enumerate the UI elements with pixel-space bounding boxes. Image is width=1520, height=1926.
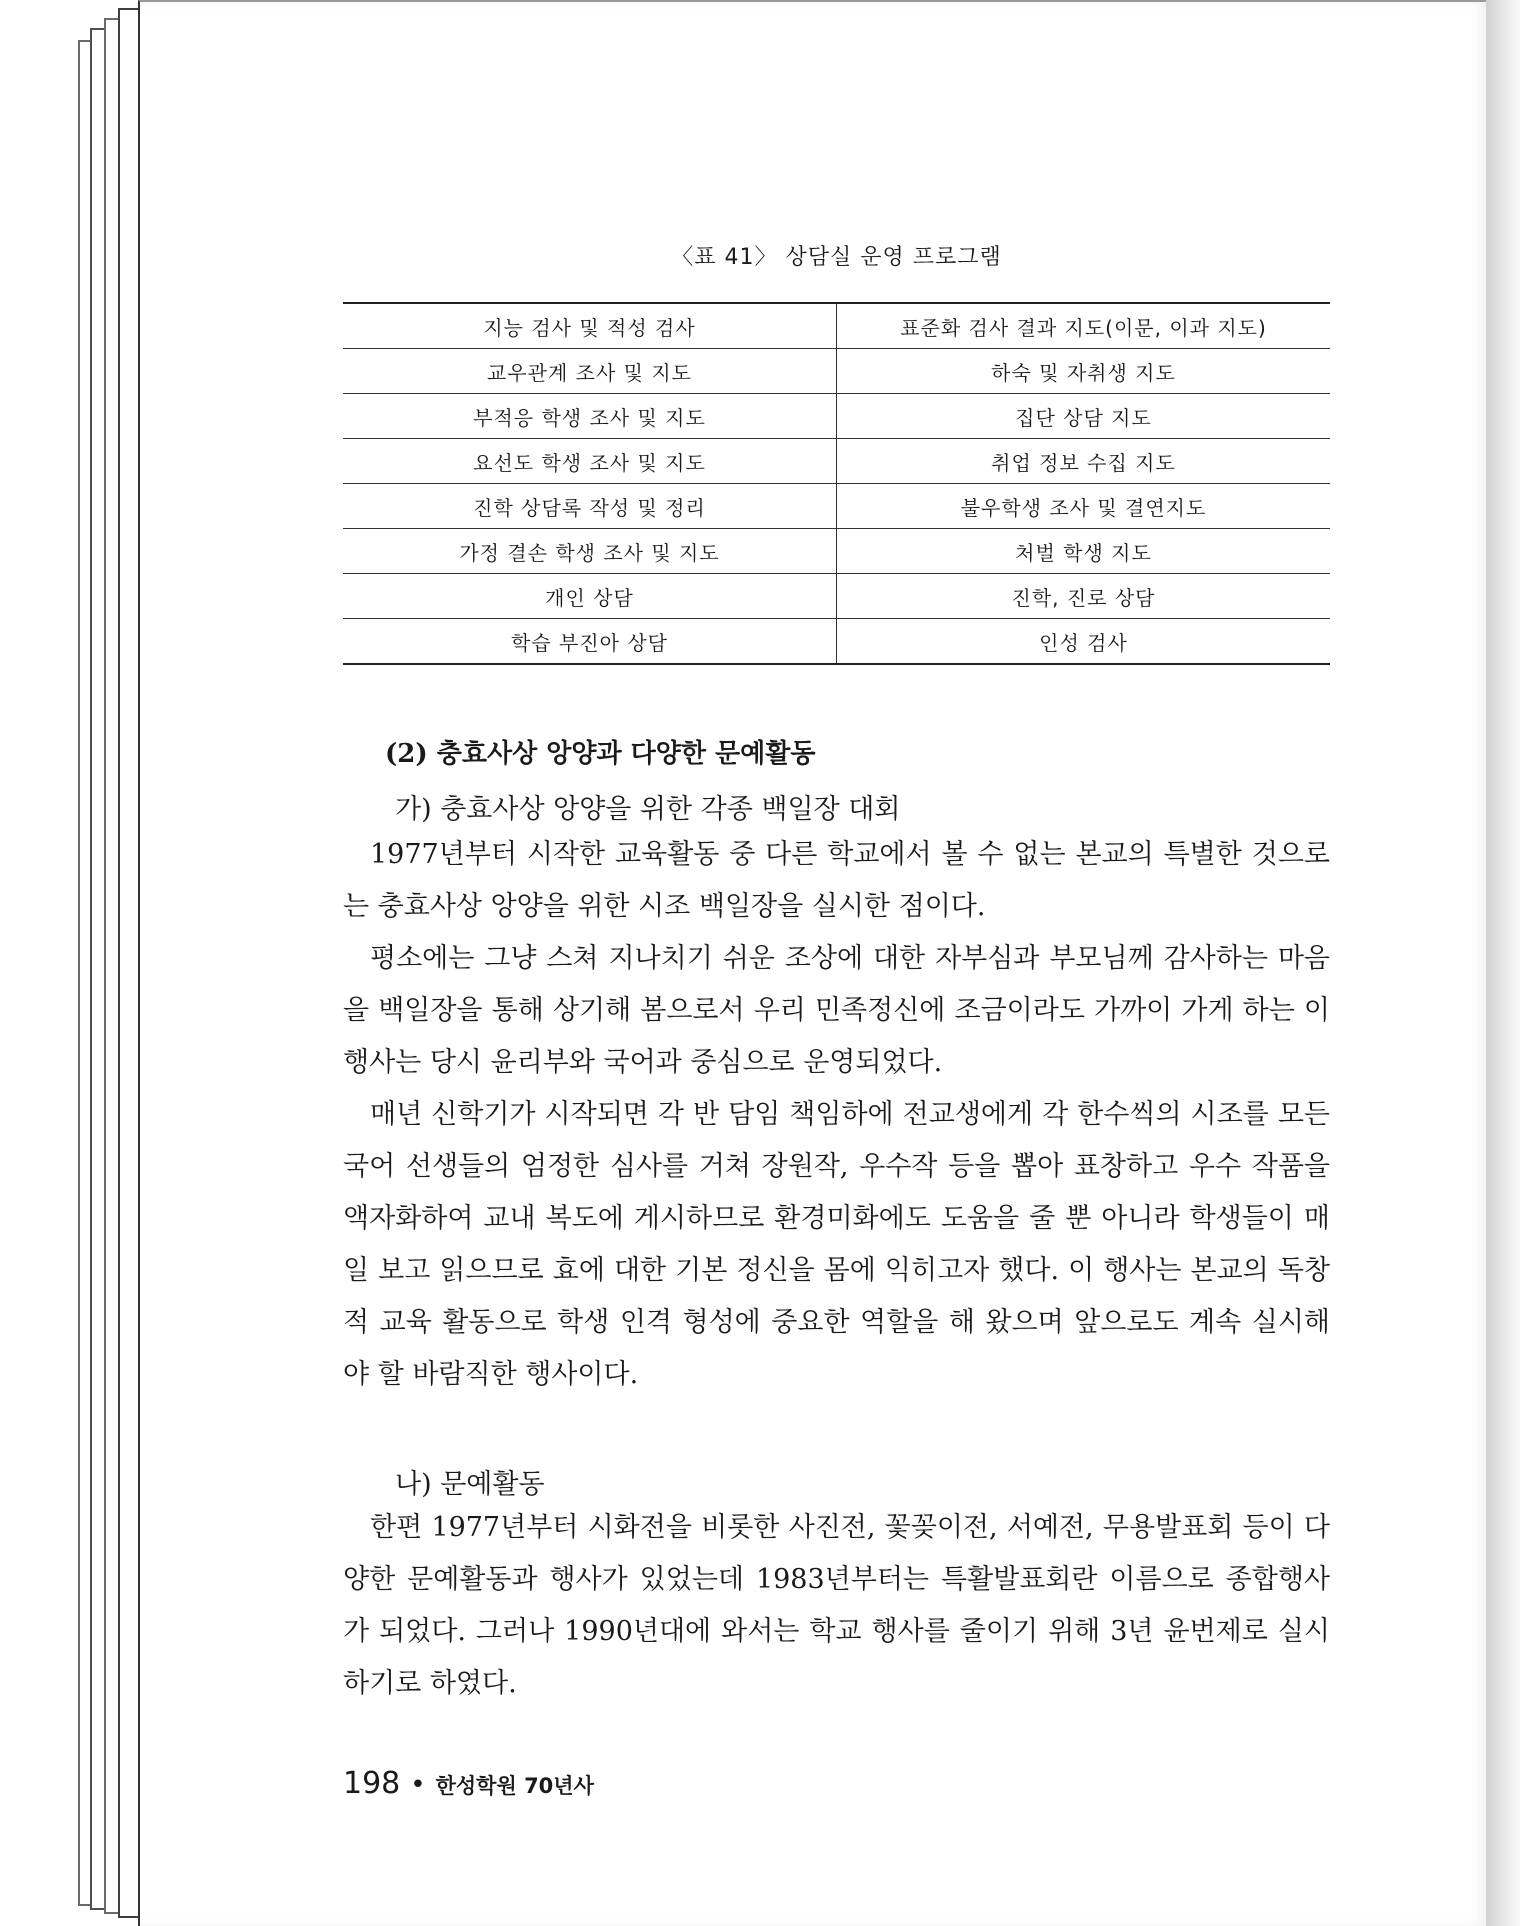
table-cell: 불우학생 조사 및 결연지도: [837, 484, 1331, 529]
body-section-a: [343, 829, 1330, 1401]
subsection-heading-a: 가) 충효사상 앙양을 위한 각종 백일장 대회: [395, 794, 901, 825]
book-title: 한성학원 70년사: [435, 1774, 594, 1798]
table-cell: 지능 검사 및 적성 검사: [343, 303, 837, 349]
table-row: [343, 349, 1330, 394]
table-cell: 취업 정보 수집 지도: [837, 439, 1331, 484]
table-cell: 진학 상담록 작성 및 정리: [343, 484, 837, 529]
paragraph: 1977년부터 시작한 교육활동 중 다른 학교에서 볼 수 없는 본교의 특별한 것으로는 충효사상 앙양을 위한 시조 백일장을 실시한 점이다.: [343, 839, 1330, 922]
counseling-program-table: [343, 302, 1330, 665]
table-row: [343, 303, 1330, 349]
page-shadow: [1484, 0, 1520, 1926]
section-heading: (2) 충효사상 앙양과 다양한 문예활동: [385, 739, 816, 769]
table-cell: 부적응 학생 조사 및 지도: [343, 394, 837, 439]
table-cell: 학습 부진아 상담: [343, 619, 837, 665]
table-row: [343, 529, 1330, 574]
table-cell: 집단 상담 지도: [837, 394, 1331, 439]
subsection-heading-b: 나) 문예활동: [395, 1469, 545, 1500]
table-cell: 처벌 학생 지도: [837, 529, 1331, 574]
table-caption: 〈표 41〉 상담실 운영 프로그램: [671, 245, 1002, 270]
table-cell: 인성 검사: [1039, 630, 1128, 655]
paragraph: 한편 1977년부터 시화전을 비롯한 사진전, 꽃꽂이전, 서예전, 무용발표회 등이 다양한 문예활동과 행사가 있었는데 1983년부터는 특활발표회란 이름으로 종합행사가 되었다. 그러나 1990년대에 와서는 학교 행사를 줄이기 위해 3년 윤번제로 실시하기로 하였다.: [343, 1512, 1330, 1699]
table-cell: 교우관계 조사 및 지도: [343, 349, 837, 394]
table-row: [343, 574, 1330, 619]
table-cell: 진학, 진로 상담: [837, 574, 1331, 619]
table-row: [343, 619, 1330, 665]
page-number: 198: [343, 1766, 401, 1801]
table-cell: 표준화 검사 결과 지도(이문, 이과 지도): [837, 303, 1331, 349]
table-cell: 하숙 및 자취생 지도: [837, 349, 1331, 394]
table-cell: 가정 결손 학생 조사 및 지도: [343, 529, 837, 574]
table-row: [343, 394, 1330, 439]
table-row: [343, 484, 1330, 529]
page-footer: [343, 1766, 594, 1801]
paragraph: 매년 신학기가 시작되면 각 반 담임 책임하에 전교생에게 각 한수씩의 시조를 모든 국어 선생들의 엄정한 심사를 거쳐 장원작, 우수작 등을 뽑아 표창하고 우수 작품을 액자화하여 교내 복도에 게시하므로 환경미화에도 도움을 줄 뿐 아니라 학생들이 매일 보고 읽으므로 효에 대한 기본 정신을 몸에 익히고자 했다. 이 행사는 본교의 독창적 교육 활동으로 학생 인격 형성에 중요한 역할을 해 왔으며 앞으로도 계속 실시해야 할 바람직한 행사이다.: [343, 1099, 1330, 1390]
table-row: [343, 439, 1330, 484]
body-section-b: [343, 1502, 1330, 1710]
paragraph: 평소에는 그냥 스쳐 지나치기 쉬운 조상에 대한 자부심과 부모님께 감사하는 마음을 백일장을 통해 상기해 봄으로서 우리 민족정신에 조금이라도 가까이 가게 하는 이 행사는 당시 윤리부와 국어과 중심으로 운영되었다.: [343, 943, 1330, 1078]
table-cell: 개인 상담: [343, 574, 837, 619]
footer-bullet: •: [410, 1770, 426, 1800]
table-cell: 요선도 학생 조사 및 지도: [343, 439, 837, 484]
